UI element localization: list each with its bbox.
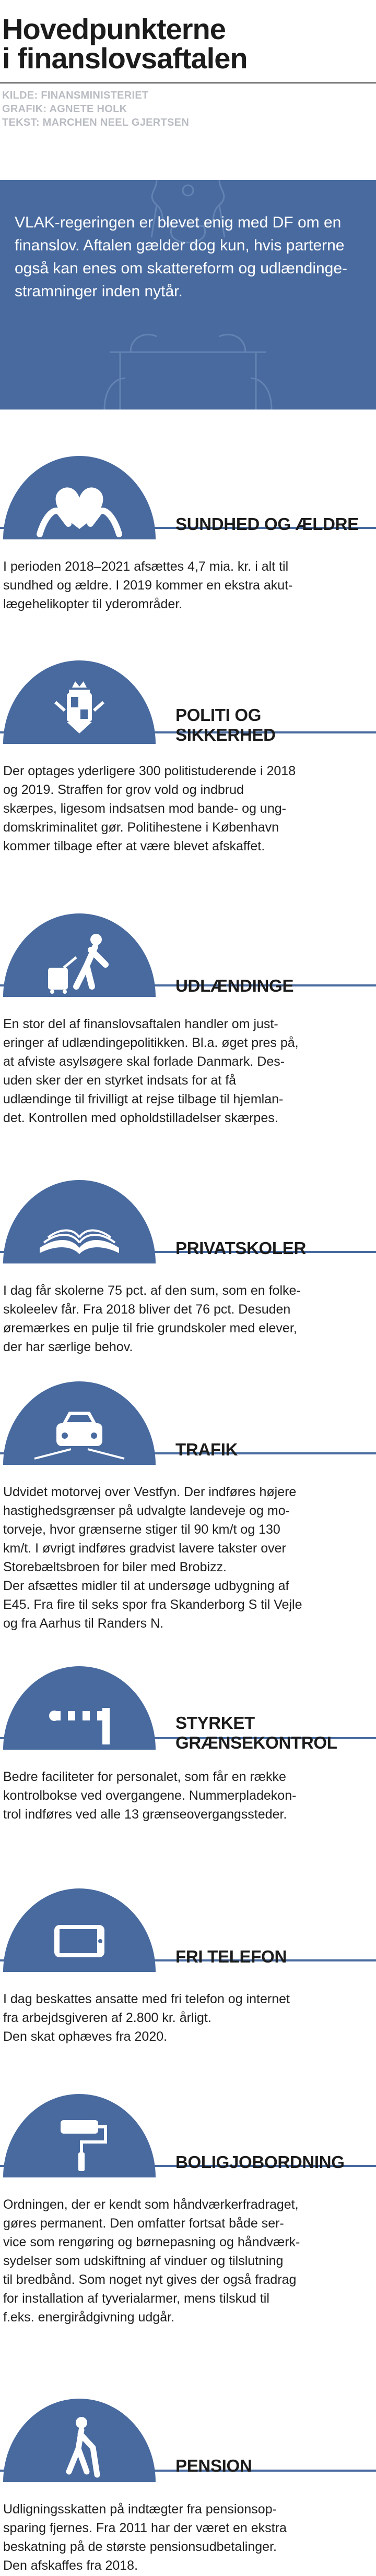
- intro-panel: [0, 180, 376, 410]
- section-6: [0, 1658, 376, 1824]
- smartphone-icon: [3, 1888, 156, 1972]
- section-3: [0, 905, 376, 1127]
- car-road-icon: [3, 1381, 156, 1465]
- section-heading: STYRKET GRÆNSEKONTROL: [175, 1713, 337, 1752]
- section-banner: [0, 652, 376, 756]
- section-banner: [0, 1373, 376, 1477]
- section-heading: BOLIGJOBORDNING: [175, 2152, 345, 2172]
- section-banner: [0, 1880, 376, 1984]
- graphic-credit: GRAFIK: AGNETE HOLK: [2, 103, 127, 115]
- credits: [0, 89, 376, 129]
- section-2: [0, 652, 376, 856]
- section-heading: TRAFIK: [175, 1440, 238, 1459]
- section-heading: PRIVATSKOLER: [175, 1238, 307, 1258]
- section-4: [0, 1172, 376, 1356]
- heart-hands-icon: [3, 456, 156, 539]
- open-book-icon: [3, 1180, 156, 1263]
- section-text: En stor del af finanslovsaftalen handler om just- eringer af udlændingepolitikken. Bl.a. øget pres på, at afviste asylsøgere skal forlade Danmark. Des- uden sker der en styrket indsats for at få udlændinge til frivilligt at rejse tilbage til hjemlan- det. Kontrollen med opholdstilladelser skærpes.: [3, 1017, 299, 1125]
- section-text: Der optages yderligere 300 politistuderende i 2018 og 2019. Straffen for grov vold og indbrud skærpes, ligesom indsatsen mod bande- og ung- domskriminalitet gør. Politihestene i København kommer tilbage efter at være blevet afskaffet.: [3, 764, 296, 853]
- title-rule: [0, 82, 376, 83]
- paint-roller-icon: [3, 2094, 156, 2177]
- section-banner: [0, 2086, 376, 2190]
- traveler-icon: [3, 913, 156, 997]
- section-heading: FRI TELEFON: [175, 1947, 287, 1966]
- section-banner: [0, 2390, 376, 2495]
- section-banner: [0, 1658, 376, 1762]
- source-credit: KILDE: FINANSMINISTERIET: [2, 90, 149, 101]
- section-5: [0, 1373, 376, 1633]
- section-text: I dag beskattes ansatte med fri telefon og internet fra arbejdsgiveren af 2.800 kr. årligt. Den skat ophæves fra 2020.: [3, 1992, 290, 2044]
- text-credit: TEKST: MARCHEN NEEL GJERTSEN: [2, 117, 190, 128]
- section-text: Ordningen, der er kendt som håndværkerfradraget, gøres permanent. Den omfatter fortsat både ser- vice som rengøring og børnepasning og håndværk- sydelser som udskiftning af vinduer og tilslutning til bredbånd. Som noget nyt gives der også fradrag for installation af tyverialarmer, mens tilskud til f.eks. energirådgivning udgår.: [3, 2197, 300, 2325]
- border-barrier-icon: [3, 1666, 156, 1750]
- section-8: [0, 2086, 376, 2327]
- section-text: Bedre faciliteter for personalet, som får en række kontrolbokse ved overgangene. Nummerpladekon- trol indføres ved alle 13 grænseovergangssteder.: [3, 1770, 297, 1822]
- section-text: I perioden 2018–2021 afsættes 4,7 mia. kr. i alt til sundhed og ældre. I 2019 kommer en ekstra akut- lægehelikopter til yderområder.: [3, 559, 293, 611]
- section-text: Udligningsskatten på indtægter fra pensionsop- sparing fjernes. Fra 2011 har der været en ekstra beskatning på de største pensionsudbetalinger. Den afskaffes fra 2018.: [3, 2502, 287, 2573]
- section-banner: [0, 448, 376, 552]
- section-banner: [0, 1172, 376, 1276]
- header: [0, 0, 376, 73]
- section-heading: PENSION: [175, 2456, 252, 2475]
- police-crest-icon: [3, 660, 156, 744]
- page-title: [2, 15, 376, 73]
- section-7: [0, 1880, 376, 2046]
- section-banner: [0, 905, 376, 1009]
- section-heading: POLITI OG SIKKERHED: [175, 705, 276, 744]
- title-line-2: i finanslovsaftalen: [2, 42, 248, 75]
- section-9: [0, 2390, 376, 2575]
- section-heading: UDLÆNDINGE: [175, 976, 294, 995]
- walking-cane-icon: [3, 2399, 156, 2482]
- section-text: I dag får skolerne 75 pct. af den sum, som en folke- skoleelev får. Fra 2018 bliver det 76 pct. Desuden øremærkes en pulje til frie grundskoler med elever, der har særlige behov.: [3, 1283, 301, 1354]
- section-1: [0, 448, 376, 613]
- title-line-1: Hovedpunkterne: [2, 13, 226, 45]
- section-heading: SUNDHED OG ÆLDRE: [175, 514, 359, 534]
- section-text: Udvidet motorvej over Vestfyn. Der indføres højere hastighedsgrænser på udvalgte landeveje og mo- torveje, hvor grænserne stiger til 90 km/t og 130 km/t. I øvrigt indføres gradvist lavere takster over Storebæltsbroen for biler med Brobizz. Der afsættes midler til at undersøge udbygning af E45. Fra fire til seks spor fra Skanderborg S til Vejle og fra Aarhus til Randers N.: [3, 1485, 302, 1631]
- intro-text: VLAK-regeringen er blevet enig med DF om en finanslov. Aftalen gælder dog kun, hvis parterne også kan enes om skattereform og udlændinge-stramninger inden nytår.: [15, 214, 348, 300]
